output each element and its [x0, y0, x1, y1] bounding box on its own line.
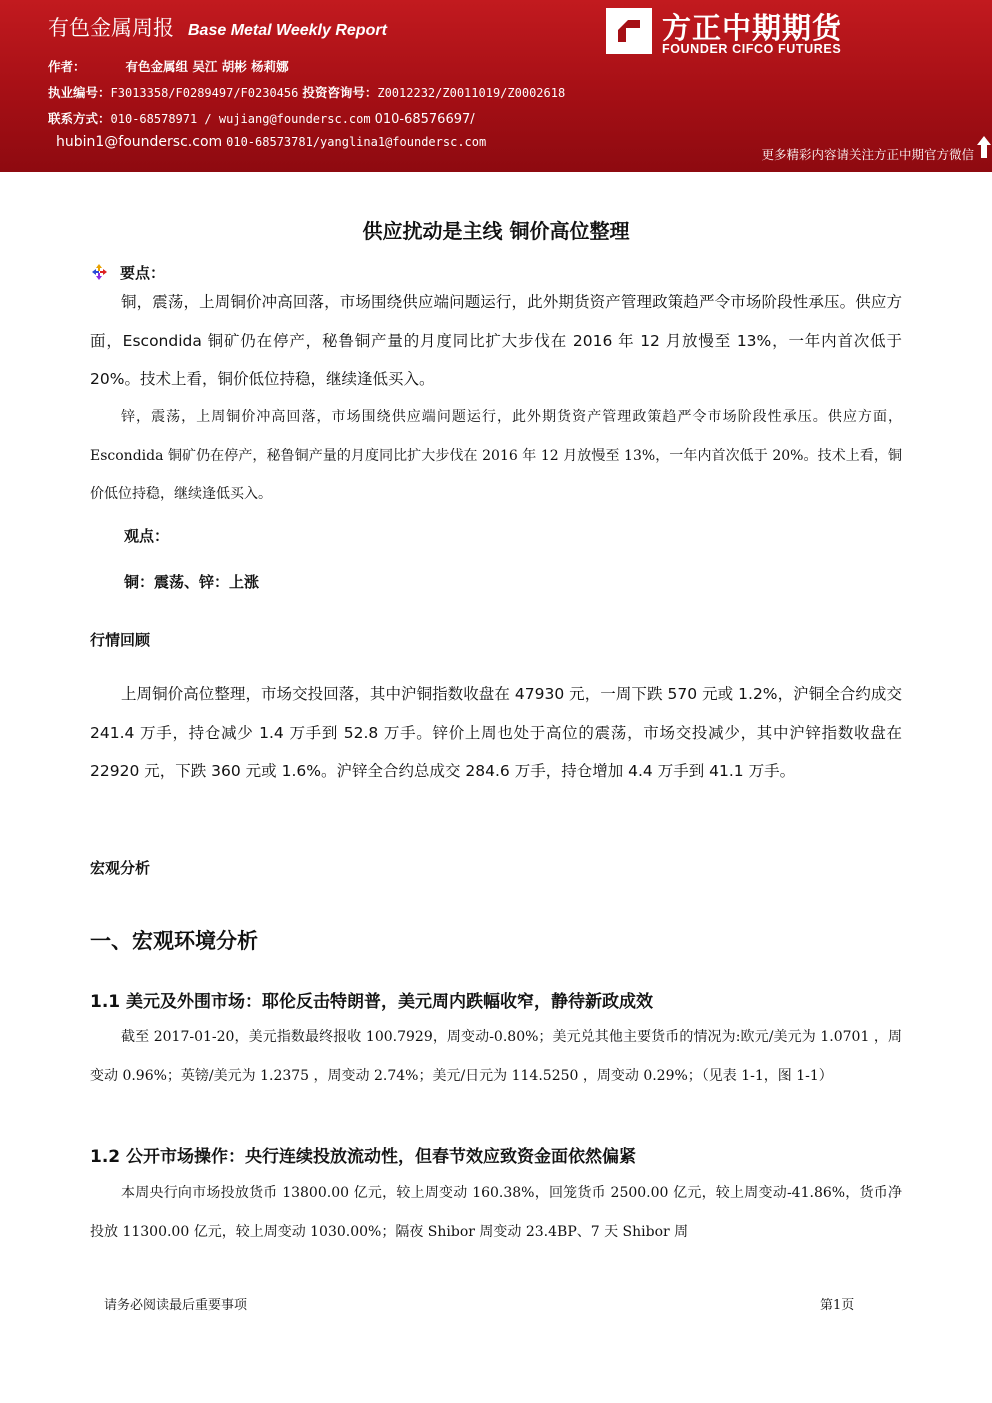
- footer-disclaimer: 请务必阅读最后重要事项: [104, 1298, 248, 1313]
- license-label: 执业编号：: [48, 85, 111, 100]
- contact-value-2: 010-68573781/yanglina1@foundersc.com: [226, 135, 487, 149]
- authors-value: 有色金属组 吴江 胡彬 杨莉娜: [125, 59, 289, 74]
- section-1-2-paragraph: 本周央行向市场投放货币 13800.00 亿元，较上周变动 160.38%，回笼货币 2500.00 亿元，较上周变动-41.86%，货币净投放 11300.00 亿元，较上周变动 1030.00%；隔夜 Shibor 周变动 23.4BP、7 天 Shibor 周: [90, 1185, 902, 1240]
- logo-text-cn: 方正中期期货: [662, 11, 843, 45]
- bullet-arrow-icon: [92, 264, 108, 280]
- founder-logo-icon: [604, 6, 654, 56]
- contact-line: [48, 109, 475, 127]
- contact-value-1-tail: 010-68576697/: [374, 112, 475, 127]
- view-value: 铜：震荡、锌：上涨: [124, 573, 260, 591]
- up-arrow-icon: [976, 135, 992, 159]
- company-logo: [604, 6, 874, 60]
- license-line: [48, 83, 565, 101]
- contact-email-hubin: hubin1@foundersc.com: [56, 134, 223, 150]
- keypoints-heading: [92, 262, 165, 283]
- market-review-heading: 行情回顾: [90, 631, 151, 649]
- consult-value: Z0012232/Z0011019/Z0002618: [377, 86, 566, 100]
- logo-text-en: FOUNDER CIFCO FUTURES: [662, 42, 842, 56]
- view-label: 观点：: [124, 527, 170, 545]
- license-value: F3013358/F0289497/F0230456: [110, 86, 299, 100]
- contact-value-1: 010-68578971 / wujiang@foundersc.com: [110, 112, 371, 126]
- author-label: 作者：: [48, 59, 86, 74]
- section-1-heading: 一、宏观环境分析: [90, 929, 258, 953]
- page-number: 第1页: [820, 1298, 855, 1313]
- authors-line: [48, 57, 289, 75]
- report-title: [48, 12, 387, 42]
- document-title: 供应扰动是主线 铜价高位整理: [362, 219, 630, 243]
- consult-label: 投资咨询号：: [302, 85, 378, 100]
- section-1-1-heading: 1.1 美元及外围市场：耶伦反击特朗普，美元周内跌幅收窄，静待新政成效: [90, 992, 654, 1012]
- report-header: [0, 0, 992, 172]
- report-title-cn: 有色金属周报: [48, 16, 174, 40]
- keypoints-label: 要点：: [120, 264, 166, 282]
- copper-summary: 铜，震荡，上周铜价冲高回落，市场围绕供应端问题运行，此外期货资产管理政策趋严令市场阶段性承压。供应方面，Escondida 铜矿仍在停产，秘鲁铜产量的月度同比扩大步伐在 2016 年 12 月放慢至 13%，一年内首次低于 20%。技术上看，铜价低位持稳，继续逢低买入。: [90, 293, 902, 388]
- contact-line-2: [56, 134, 486, 150]
- section-1-2-heading: 1.2 公开市场操作：央行连续投放流动性，但春节效应致资金面依然偏紧: [90, 1147, 637, 1167]
- wechat-note: 更多精彩内容请关注方正中期官方微信: [761, 147, 974, 162]
- section-1-1-paragraph: 截至 2017-01-20，美元指数最终报收 100.7929，周变动-0.80%；美元兑其他主要货币的情况为:欧元/美元为 1.0701 ，周变动 0.96%；英镑/美元为 1.2375 ，周变动 2.74%；美元/日元为 114.5250 ，周变动 0.29%；（见表 1-1，图 1-1）: [90, 1029, 902, 1084]
- macro-heading: 宏观分析: [90, 859, 151, 877]
- market-review-paragraph: 上周铜价高位整理，市场交投回落，其中沪铜指数收盘在 47930 元，一周下跌 570 元或 1.2%，沪铜全合约成交 241.4 万手，持仓减少 1.4 万手到 52.8 万手。锌价上周也处于高位的震荡，市场交投减少，其中沪锌指数收盘在 22920 元，下跌 360 元或 1.6%。沪锌全合约总成交 284.6 万手，持仓增加 4.4 万手到 41.1 万手。: [90, 685, 902, 780]
- report-title-en: Base Metal Weekly Report: [188, 22, 387, 39]
- zinc-summary: 锌，震荡，上周铜价冲高回落，市场围绕供应端问题运行，此外期货资产管理政策趋严令市场阶段性承压。供应方面，Escondida 铜矿仍在停产，秘鲁铜产量的月度同比扩大步伐在 2016 年 12 月放慢至 13%，一年内首次低于 20%。技术上看，铜价低位持稳，继续逢低买入。: [90, 409, 902, 502]
- contact-label: 联系方式：: [48, 111, 111, 126]
